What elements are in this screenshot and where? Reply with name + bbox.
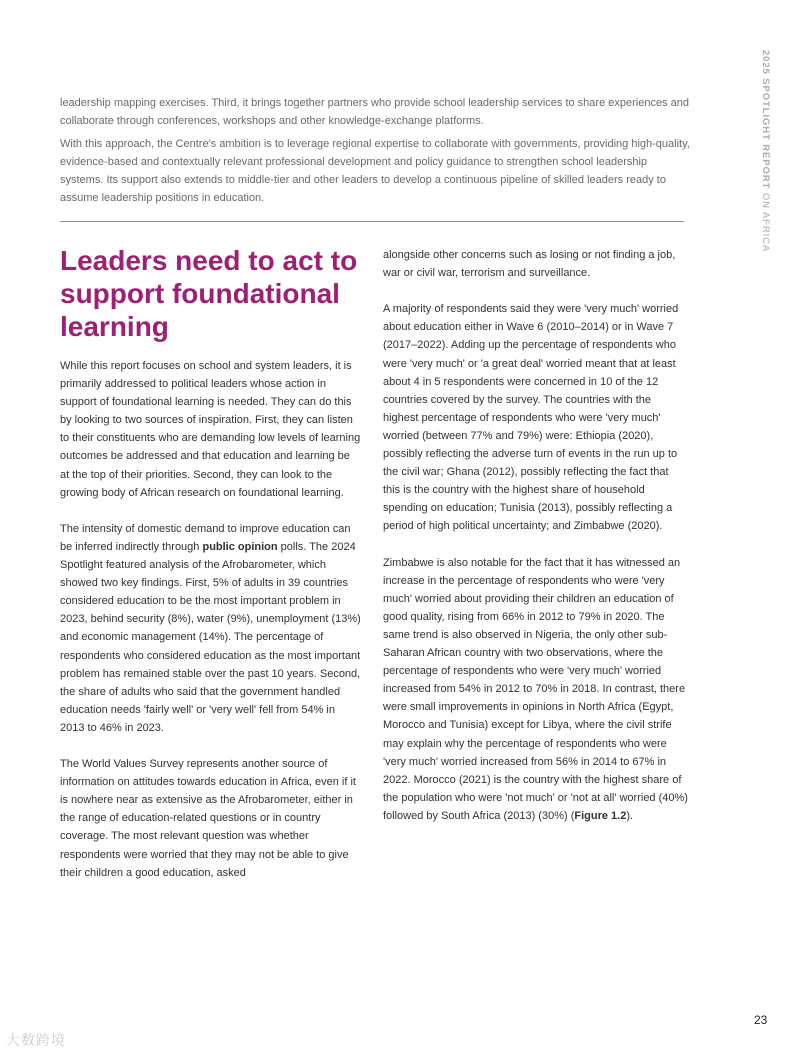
body-paragraph: The intensity of domestic demand to improve education can be inferred indirectly through public opinion polls. The 2024 Spotlight featured analysis of the Afrobarometer, which showed two key findings. First, 5% of adults in 39 countries considered education to be the most important problem in 2023, behind security (8%), water (9%), unemployment (13%) and economic management (14%). The percentage of respondents who considered education as the most important problem has remained stable over the past 10 years. Second, the share of adults who said that the government handled education needs 'fairly well' or 'very well' fell from 54% in 2013 to 46% in 2023. (60, 522, 361, 734)
section-heading: Leaders need to act to support foundational learning (60, 245, 358, 342)
intro-paragraph: With this approach, the Centre's ambition is to leverage regional expertise to collaborate with governments, providing high-quality, evidence-based and contextually relevant professional development and policy guidance to strengthen school leadership systems. Its support also extends to middle-tier and other leaders to develop a continuous pipeline of skilled leaders ready to assume leadership positions in education. (60, 137, 690, 205)
page-number: 23 (754, 1013, 768, 1027)
body-paragraph: The World Values Survey represents another source of information on attitudes towards education in Africa, even if it is nowhere near as extensive as the Afrobarometer, either in the range of education-related questions or in country coverage. The most relevant question was whether respondents were worried that they may not be able to give their children a good education, asked (60, 758, 356, 879)
intro-text (60, 94, 690, 212)
body-paragraph: Zimbabwe is also notable for the fact that it has witnessed an increase in the percentage of respondents who were 'very much' worried about providing their children an education of good quality, rising from 66% in 2012 to 79% in 2020. The same trend is also observed in Nigeria, the only other sub-Saharan African country with two observations, where the percentage of respondents who were 'very much' worried increased from 54% in 2012 to 70% in 2018. In contrast, there were small improvements in opinions in North Africa (Egypt, Morocco and Tunisia) except for Libya, where the civil strife may explain why the percentage of respondents who were 'very much' worried increased from 56% in 2014 to 67% in 2022. Morocco (2021) is the country with the highest share of the population who were 'not much' or 'not at all' worried (40%) followed by South Africa (2013) (30%) (Figure 1.2). (383, 556, 688, 822)
intro-paragraph: leadership mapping exercises. Third, it brings together partners who provide school leadership services to share experiences and collaborate through conferences, workshops and other knowledge-exchange platforms. (60, 97, 689, 128)
report-side-label: 2025 SPOTLIGHT REPORT ON AFRICA (760, 50, 771, 253)
body-paragraph: alongside other concerns such as losing or not finding a job, war or civil war, terrorism and surveillance. (383, 249, 676, 280)
body-paragraph: While this report focuses on school and system leaders, it is primarily addressed to political leaders whose action in support of foundational learning is needed. They can do this by looking to two sources of inspiration. First, they can listen to their constituents who are demanding low levels of learning outcomes be addressed and that education and learning be at the top of their priorities. Second, they can look to the growing body of African research on foundational learning. (60, 360, 361, 499)
right-column (383, 246, 688, 843)
figure-reference: Figure 1.2 (574, 809, 627, 822)
watermark-logo: 大数跨境 (6, 1032, 66, 1048)
section-divider (60, 221, 684, 222)
body-paragraph: A majority of respondents said they were 'very much' worried about education either in Wave 6 (2010–2014) or in Wave 7 (2017–2022). Adding up the percentage of respondents who were 'very much' or 'a great deal' worried meant that at least about 4 in 5 respondents were concerned in 10 of the 12 countries covered by the survey. The countries with the highest percentage of respondents who were 'very much' worried (between 77% and 79%) were: Ethiopia (2020), possibly reflecting the adverse turn of events in the run up to the civil war; Ghana (2012), possibly reflecting the fact that this is the country with the highest share of household spending on education; Tunisia (2013), possibly reflecting a period of high political uncertainty; and Zimbabwe (2020). (383, 303, 679, 533)
emphasis-public-opinion: public opinion (202, 540, 278, 553)
left-column (60, 244, 362, 900)
